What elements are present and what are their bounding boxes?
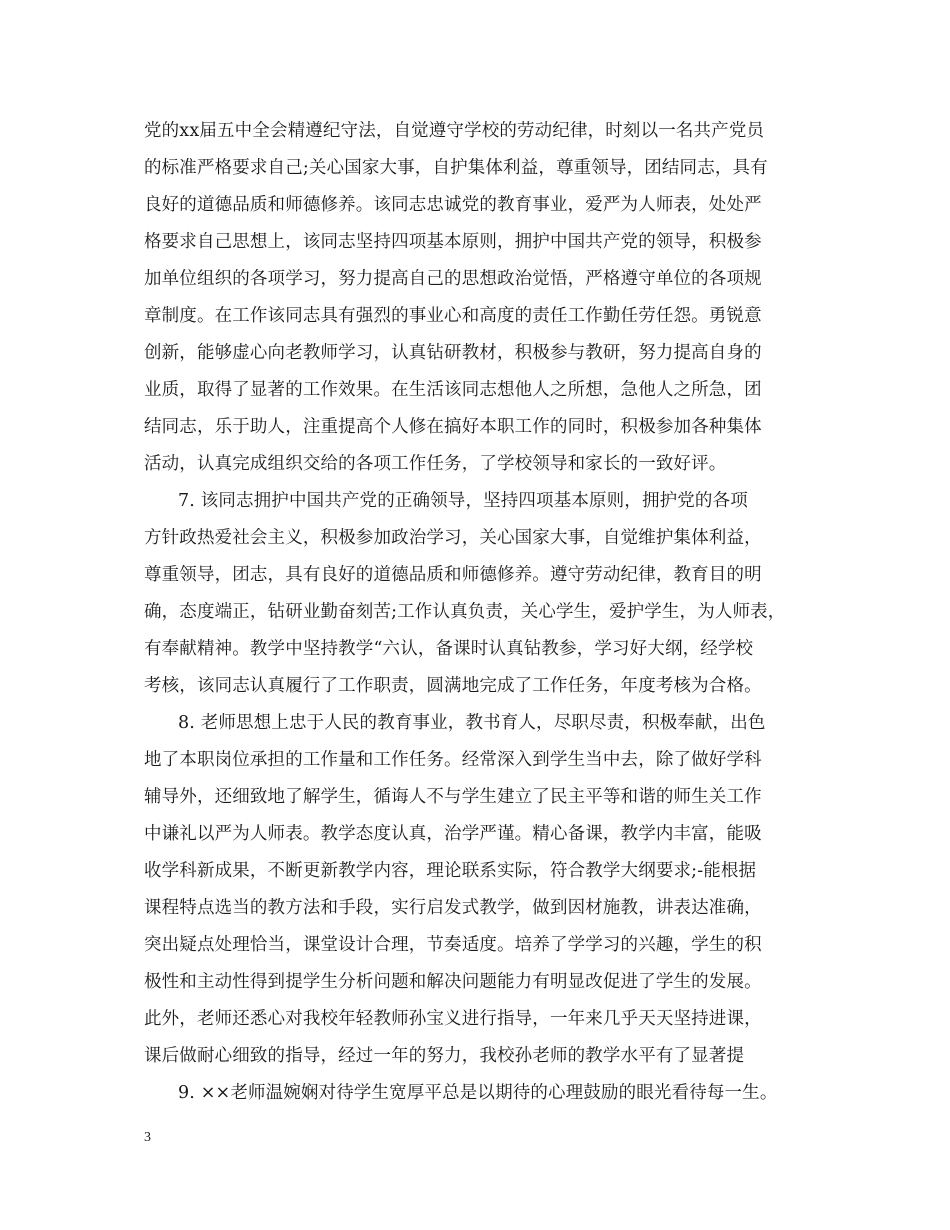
text-line: 加单位组织的各项学习，努力提高自己的思想政治觉悟，严格遵守单位的各项规 [144,269,762,289]
text-line: 结同志，乐于助人，注重提高个人修在搞好本职工作的同时，积极参加各种集体 [144,417,762,437]
text-line: 课后做耐心细致的指导，经过一年的努力，我校孙老师的教学水平有了显著提 [144,1046,745,1066]
text-line: 的标准严格要求自己;关心国家大事，自护集体利益，尊重领导，团结同志，具有 [144,158,768,178]
paragraph-start-line: 8. 老师思想上忠于人民的教育事业，教书育人，尽职尽责，积极奉献，出色 [178,713,766,733]
text-line: 考核，该同志认真履行了工作职责，圆满地完成了工作任务，年度考核为合格。 [144,676,762,696]
paragraph-start-line: 7. 该同志拥护中国共产党的正确领导，坚持四项基本原则，拥护党的各项 [178,491,748,511]
page-number: 3 [144,1130,151,1145]
paragraph-start-line: 9. ××老师温婉娴对待学生宽厚平总是以期待的心理鼓励的眼光看待每一生。 [178,1083,778,1103]
text-line: 中谦礼以严为人师表。教学态度认真，治学严谨。精心备课，教学内丰富，能吸 [144,824,762,844]
text-line: 突出疑点处理恰当，课堂设计合理，节奏适度。培养了学学习的兴趣，学生的积 [144,935,762,955]
text-line: 业质，取得了显著的工作效果。在生活该同志想他人之所想，急他人之所急，团 [144,380,762,400]
text-line: 课程特点选当的教方法和手段，实行启发式教学，做到因材施教，讲表达准确， [144,898,762,918]
text-line: 极性和主动性得到提学生分析问题和解决问题能力有明显改促进了学生的发展。 [144,972,762,992]
text-line: 此外，老师还悉心对我校年轻教师孙宝义进行指导，一年来几乎天天坚持进课， [144,1009,762,1029]
text-line: 辅导外，还细致地了解学生，循诲人不与学生建立了民主平等和谐的师生关工作 [144,787,762,807]
text-line: 收学科新成果，不断更新教学内容，理论联系实际，符合教学大纲要求;-能根据 [144,861,757,881]
text-line: 地了本职岗位承担的工作量和工作任务。经常深入到学生当中去，除了做好学科 [144,750,762,770]
body-text [144,113,834,1112]
text-line: 格要求自己思想上，该同志坚持四项基本原则，拥护中国共产党的领导，积极参 [144,232,762,252]
text-line: 方针政热爱社会主义，积极参加政治学习，关心国家大事，自觉维护集体利益， [144,528,762,548]
text-line: 有奉献精神。教学中坚持教学“六认，备课时认真钻教参，学习好大纲，经学校 [144,639,754,659]
text-line: 党的xx届五中全会精遵纪守法，自觉遵守学校的劳动纪律，时刻以一名共产党员 [144,121,765,141]
text-line: 良好的道德品质和师德修养。该同志忠诚党的教育事业，爱严为人师表，处处严 [144,195,762,215]
text-line: 活动，认真完成组织交给的各项工作任务，了学校领导和家长的一致好评。 [144,454,727,474]
text-line: 章制度。在工作该同志具有强烈的事业心和高度的责任工作勤任劳任怨。勇锐意 [144,306,762,326]
text-line: 确，态度端正，钻研业勤奋刻苦;工作认真负责，关心学生，爱护学生，为人师表， [144,602,786,622]
text-line: 创新，能够虚心向老教师学习，认真钻研教材，积极参与教研，努力提高自身的 [144,343,762,363]
text-line: 尊重领导，团志，具有良好的道德品质和师德修养。遵守劳动纪律，教育目的明 [144,565,762,585]
